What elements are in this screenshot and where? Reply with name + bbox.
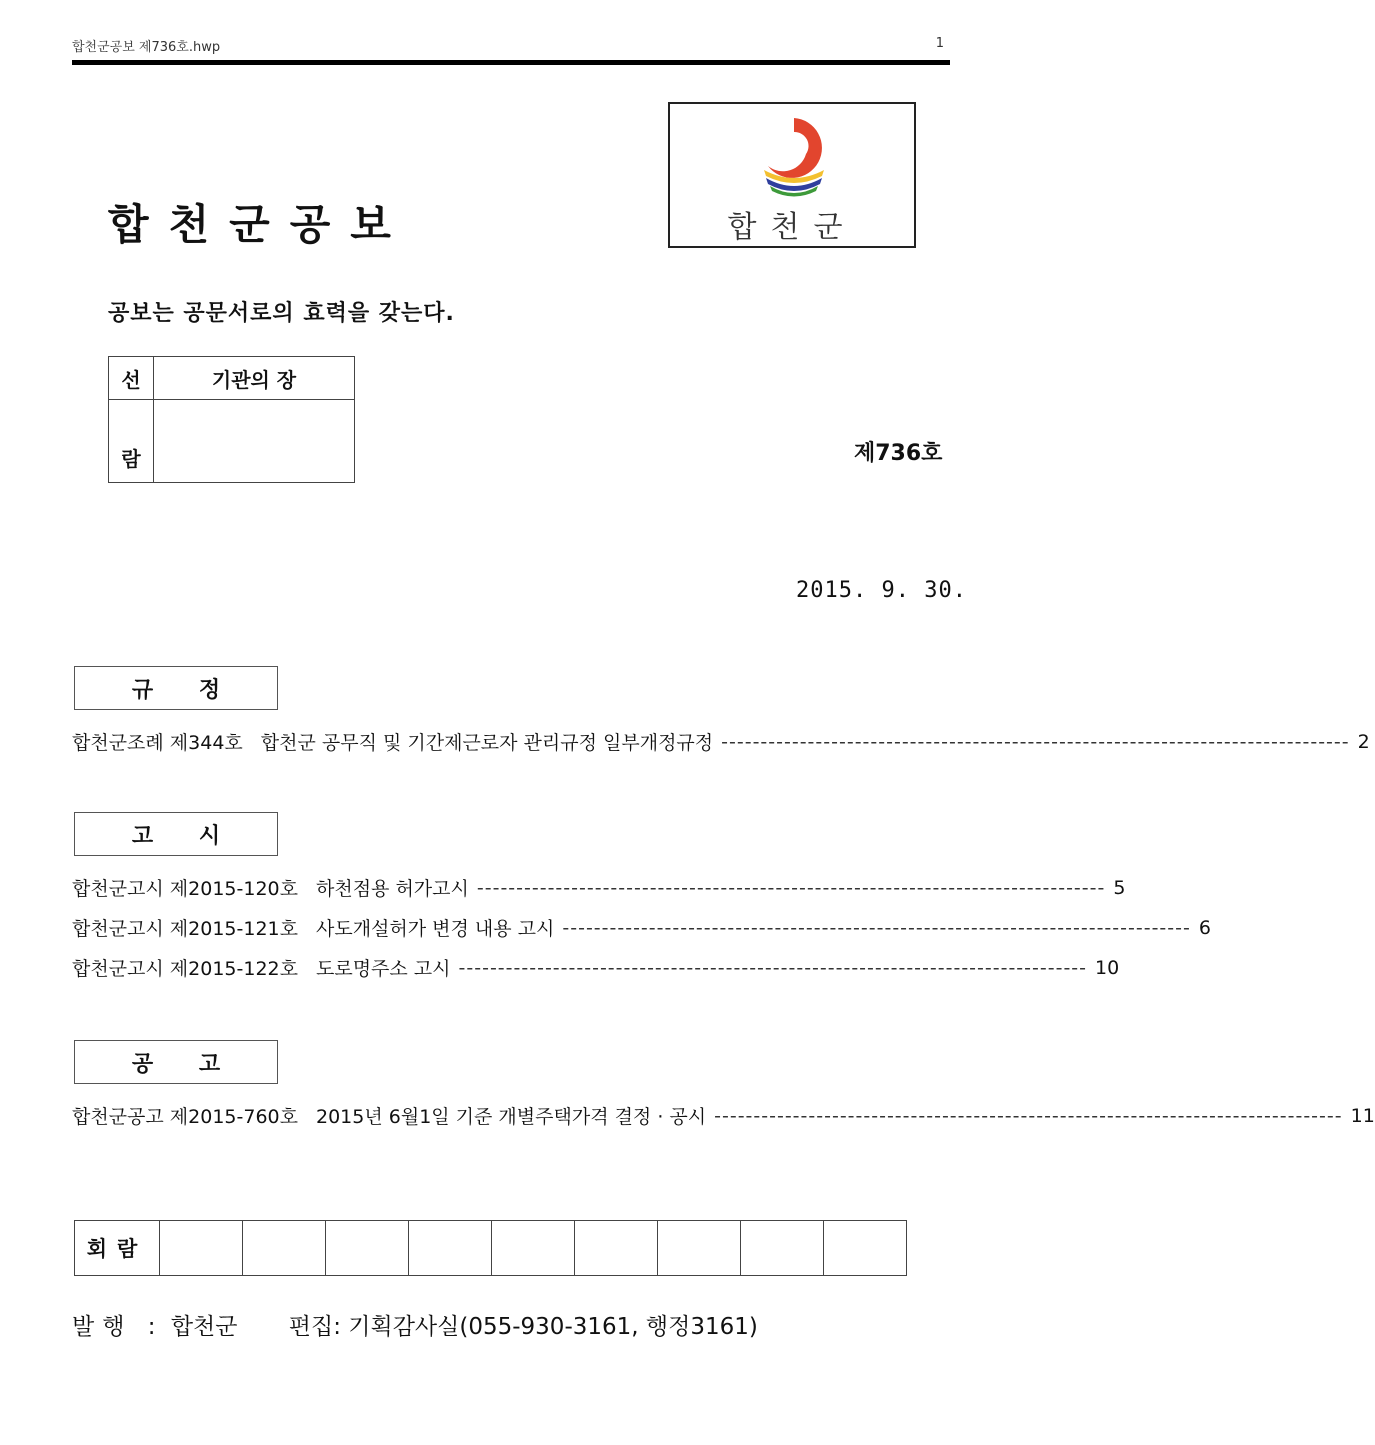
toc-leader: -------------------------------------------------------------------------------- — [476, 876, 1106, 899]
toc-entry-page: 10 — [1095, 956, 1120, 979]
circulation-table — [74, 1220, 907, 1276]
circulation-cell — [824, 1221, 907, 1276]
circulation-cell — [575, 1221, 658, 1276]
toc-entry[interactable] — [72, 1102, 1375, 1129]
section-heading-announcements: 공 고 — [74, 1040, 278, 1084]
toc-entry[interactable] — [72, 954, 1120, 981]
circulation-label: 회람 — [75, 1221, 160, 1276]
subtitle: 공보는 공문서로의 효력을 갖는다. — [108, 301, 455, 326]
toc-entry-ref: 합천군조례 제344호 — [72, 732, 243, 754]
toc-entry-ref: 합천군공고 제2015-760호 — [72, 1106, 298, 1128]
toc-entry-page: 5 — [1113, 876, 1126, 899]
circulation-cell — [658, 1221, 741, 1276]
hapcheon-emblem-icon — [754, 114, 834, 200]
toc-entry-ref: 합천군고시 제2015-121호 — [72, 918, 298, 940]
header-rule — [72, 60, 950, 65]
toc-entry-title: 2015년 6월1일 기준 개별주택가격 결정 · 공시 — [316, 1106, 707, 1128]
page-number: 1 — [935, 36, 944, 51]
review-label-top: 선 — [109, 357, 154, 400]
review-signature-cell — [154, 400, 355, 483]
circulation-cell — [160, 1221, 243, 1276]
section-heading-regulations: 규 정 — [74, 666, 278, 710]
toc-entry[interactable] — [72, 874, 1126, 901]
circulation-cell — [409, 1221, 492, 1276]
document-filename: 합천군공보 제736호.hwp — [72, 40, 221, 55]
county-logo — [668, 102, 916, 248]
issue-number: 제736호 — [854, 441, 943, 466]
circulation-cell — [492, 1221, 575, 1276]
publisher-name: 합천군 — [170, 1314, 238, 1340]
review-column-header: 기관의 장 — [154, 357, 355, 400]
toc-entry-title: 사도개설허가 변경 내용 고시 — [316, 918, 555, 940]
toc-leader: -------------------------------------------------------------------------------- — [562, 916, 1191, 939]
page-title: 합천군공보 — [108, 200, 411, 249]
toc-entry-page: 2 — [1357, 730, 1370, 753]
toc-entry-title: 도로명주소 고시 — [316, 958, 451, 980]
toc-entry-page: 11 — [1350, 1104, 1375, 1127]
circulation-cell — [326, 1221, 409, 1276]
review-label-bottom: 람 — [109, 400, 154, 483]
toc-entry-title: 하천점용 허가고시 — [316, 878, 469, 900]
toc-entry-title: 합천군 공무직 및 기간제근로자 관리규정 일부개정규정 — [260, 732, 714, 754]
editor-info: 편집: 기획감사실(055-930-3161, 행정3161) — [288, 1314, 758, 1340]
toc-entry-ref: 합천군고시 제2015-120호 — [72, 878, 298, 900]
toc-entry[interactable] — [72, 914, 1211, 941]
review-box — [108, 356, 355, 483]
logo-text: 합천군 — [727, 210, 857, 245]
publisher-footer — [72, 1308, 758, 1341]
publication-date: 2015. 9. 30. — [796, 578, 967, 603]
toc-entry[interactable] — [72, 728, 1370, 755]
toc-leader: -------------------------------------------------------------------------------- — [714, 1104, 1343, 1127]
toc-leader: -------------------------------------------------------------------------------- — [721, 730, 1350, 753]
section-heading-notices: 고 시 — [74, 812, 278, 856]
circulation-cell — [741, 1221, 824, 1276]
circulation-cell — [243, 1221, 326, 1276]
publisher-label: 발행 : — [72, 1314, 164, 1340]
toc-leader: -------------------------------------------------------------------------------- — [458, 956, 1088, 979]
toc-entry-ref: 합천군고시 제2015-122호 — [72, 958, 298, 980]
toc-entry-page: 6 — [1198, 916, 1211, 939]
